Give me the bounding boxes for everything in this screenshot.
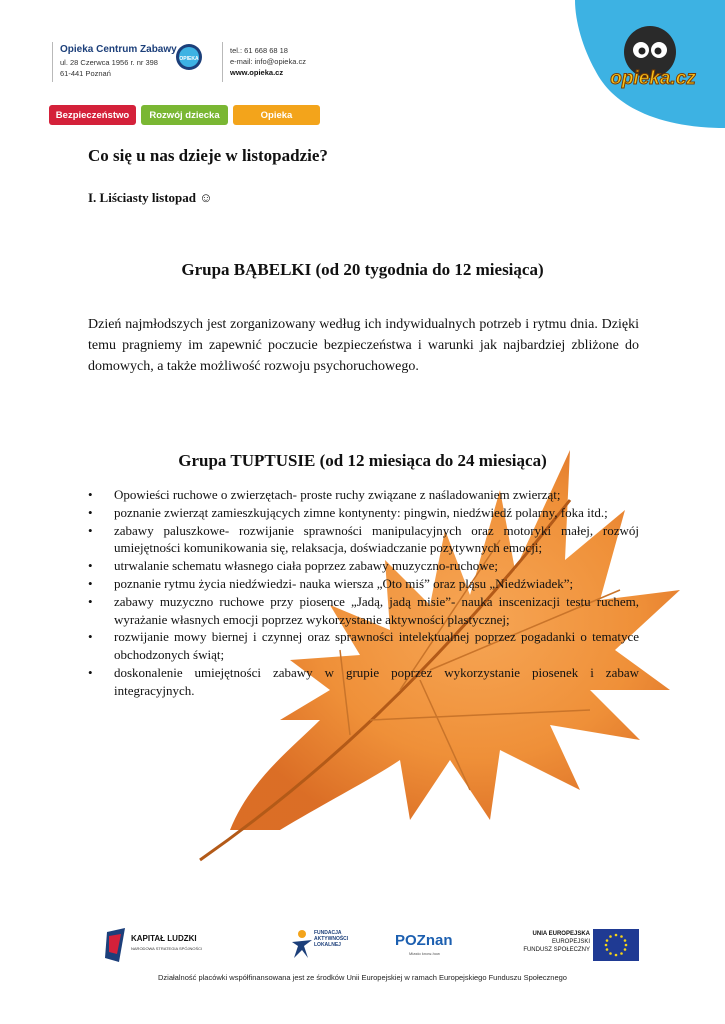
bullet-icon: •: [88, 558, 93, 574]
kapital-ludzki-logo: [105, 928, 215, 964]
opieka-badge-text: OPIEKA: [179, 56, 199, 62]
list-item-text: poznanie zwierząt zamieszkujących zimne kontynenty: pingwin, niedźwiedź polarny, foka itd.;: [114, 504, 608, 520]
bullet-icon: •: [88, 593, 93, 609]
contact-tel: tel.: 61 668 68 18: [230, 46, 288, 55]
header-divider-right: [222, 42, 223, 82]
list-item-text: doskonalenie umiejętności zabawy w grupie poprzez wykorzystanie piosenek i zabaw integracyjnych.: [114, 664, 639, 698]
kapital-ludzki-title: KAPITAŁ LUDZKI: [131, 934, 197, 943]
group1-paragraph: Dzień najmłodszych jest zorganizowany według ich indywidualnych potrzeb i rytmu dnia. Dzięki temu pragniemy im zapewnić poczucie bezpieczeństwa i warunki jak najbardziej zbliżone do domowych, a także możliwość rozwoju psychoruchowego.: [88, 317, 639, 374]
fundacja-line-2: AKTYWNOŚCI: [314, 936, 349, 942]
org-address: [60, 57, 158, 79]
footer-logos: [0, 920, 725, 970]
bullet-icon: •: [88, 664, 93, 680]
bullet-icon: •: [88, 487, 93, 502]
section-subtitle: I. Liściasty listopad ☺: [88, 190, 213, 205]
fundacja-line-1: FUNDACJA: [314, 930, 342, 936]
poznan-title: POZnan: [395, 932, 453, 949]
brand-logo-text: opieka.cz: [610, 68, 696, 89]
contact-email[interactable]: e-mail: info@opieka.cz: [230, 57, 306, 66]
list-item-text: rozwijanie mowy biernej i czynnej oraz sprawności intelektualnej poprzez pogadanki o tematyce obchodzonych świąt;: [114, 629, 639, 663]
fundacja-logo: [290, 926, 360, 966]
list-item-text: zabawy muzyczno ruchowe przy piosence „Jadą, jadą misie”- nauka inscenizacji testu ruchem, wyrażanie własnych emocji poprzez wykorzystanie aktywności plastycznej;: [114, 593, 639, 627]
bullet-icon: •: [88, 504, 93, 520]
ue-text: [523, 930, 590, 954]
address-line-2: 61-441 Poznań: [60, 69, 111, 78]
bullet-icon: •: [88, 575, 93, 591]
page-title: Co się u nas dzieje w listopadzie?: [88, 146, 328, 165]
unia-europejska-logo: [505, 928, 640, 964]
address-line-1: ul. 28 Czerwca 1956 r. nr 398: [60, 58, 158, 67]
poznan-sub: Miasto know-how: [409, 951, 440, 956]
group2-heading: Grupa TUPTUSIE (od 12 miesiąca do 24 miesiąca): [178, 451, 547, 470]
list-item: [88, 486, 639, 504]
ue-line-1: UNIA EUROPEJSKA: [532, 931, 590, 937]
list-item: [88, 504, 639, 522]
bullet-icon: •: [88, 522, 93, 538]
kapital-ludzki-sub: NARODOWA STRATEGIA SPÓJNOŚCI: [131, 946, 203, 951]
list-item-text: poznanie rytmu życia niedźwiedzi- nauka wiersza „Oto miś” oraz pląsu „Niedźwiadek”;: [114, 575, 574, 591]
kapital-ludzki-icon: [105, 928, 127, 962]
contact-www[interactable]: www.opieka.cz: [230, 68, 284, 77]
contact-info: [230, 45, 306, 78]
poznan-logo: [395, 932, 465, 962]
corner-brand-graphic: [545, 0, 725, 128]
fundacja-line-3: LOKALNEJ: [314, 942, 341, 948]
list-item: [88, 557, 639, 575]
nav-bezpieczenstwo-button[interactable]: Bezpieczeństwo: [49, 105, 136, 125]
ue-line-3: FUNDUSZ SPOŁECZNY: [523, 947, 590, 953]
header-divider-left: [52, 42, 53, 82]
ue-line-2: EUROPEJSKI: [551, 939, 590, 945]
fundacja-name: [314, 930, 348, 948]
list-item-text: zabawy paluszkowe- rozwijanie sprawności manipulacyjnych oraz motoryki małej, rozwój umiejętności komunikowania się, relaksacja, doświadczanie pozytywnych emocji;: [114, 522, 639, 556]
list-item: [88, 593, 639, 629]
org-name: Opieka Centrum Zabawy: [60, 44, 177, 55]
list-item: [88, 575, 639, 593]
list-item: [88, 522, 639, 558]
group1-heading: Grupa BĄBELKI (od 20 tygodnia do 12 miesiąca): [181, 260, 544, 279]
nav-rozwoj-dziecka-button[interactable]: Rozwój dziecka: [141, 105, 228, 125]
opieka-badge-logo: [175, 43, 203, 71]
nav-opieka-button[interactable]: Opieka: [233, 105, 320, 125]
list-item-text: utrwalanie schematu własnego ciała poprzez zabawy muzyczno-ruchowe;: [114, 558, 499, 574]
bullet-icon: •: [88, 629, 93, 645]
eu-flag-icon: [593, 929, 639, 961]
list-item: [88, 628, 639, 664]
footer-funding-note: Działalność placówki współfinansowana jest ze środków Unii Europejskiej w ramach Europejskiego Funduszu Społecznego: [158, 973, 567, 982]
group2-activity-list: [88, 486, 639, 700]
fundacja-figure-icon: [290, 928, 314, 960]
list-item-text: Opowieści ruchowe o zwierzętach- proste ruchy związane z naśladowaniem zwierząt;: [114, 487, 561, 502]
list-item: [88, 664, 639, 700]
